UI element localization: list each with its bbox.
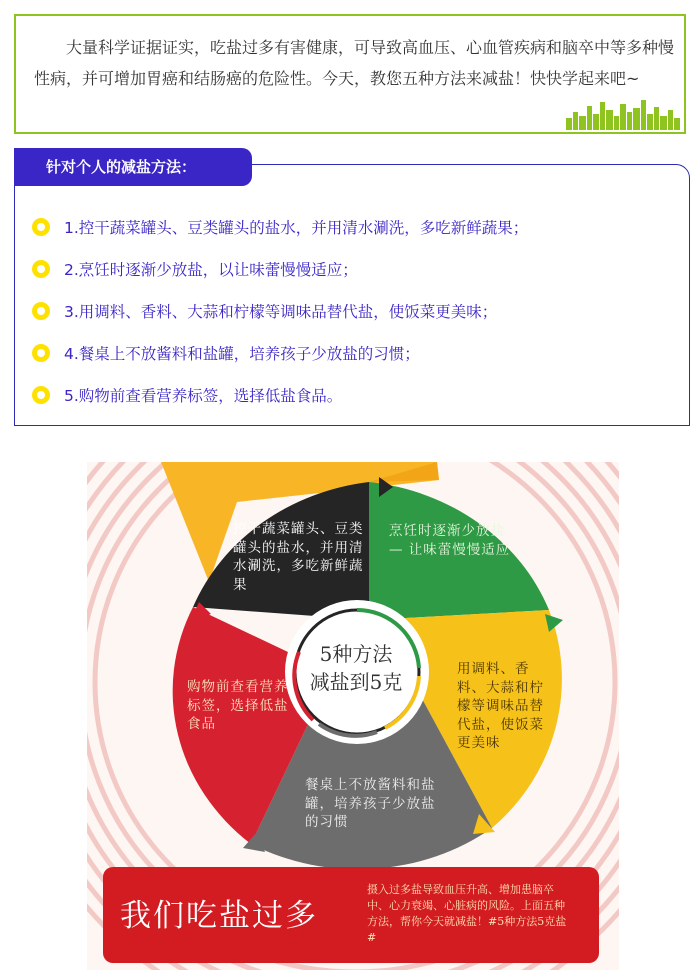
tips-title: 针对个人的减盐方法： xyxy=(14,148,252,186)
city-skyline-icon xyxy=(564,98,682,130)
tip-text: 2.烹饪时逐渐少放盐，以让味蕾慢慢适应； xyxy=(64,261,358,279)
salt-reduction-poster xyxy=(87,462,619,970)
segment-green-text: 烹饪时逐渐少放盐 — 让味蕾慢慢适应 xyxy=(389,523,511,558)
tip-text: 1.控干蔬菜罐头、豆类罐头的盐水，并用清水涮洗，多吃新鲜蔬果； xyxy=(64,219,529,237)
segment-gray-text: 餐桌上不放酱料和盐罐，培养孩子少放盐的习惯 xyxy=(305,777,436,830)
banner-title: 我们吃盐过多 xyxy=(120,898,318,934)
bullet-icon xyxy=(32,386,50,404)
center-line-1: 5种方法 xyxy=(319,642,393,666)
segment-red-text: 购物前查看营养标签，选择低盐食品 xyxy=(187,679,289,732)
segment-yellow-text: 用调料、香料、大蒜和柠檬等调味品替代盐，使饭菜更美味 xyxy=(457,661,544,751)
bullet-icon xyxy=(32,344,50,362)
list-item xyxy=(32,383,342,407)
banner-note: 摄入过多盐导致血压升高、增加患脑卒中、心力衰竭、心脏病的风险。上面五种方法，帮你今天就减盐！#5种方法5克盐# xyxy=(367,883,567,944)
tip-text: 3.用调料、香料、大蒜和柠檬等调味品替代盐，使饭菜更美味； xyxy=(64,303,498,321)
bullet-icon xyxy=(32,260,50,278)
tip-text: 4.餐桌上不放酱料和盐罐，培养孩子少放盐的习惯； xyxy=(64,345,420,363)
intro-box xyxy=(14,14,686,134)
list-item xyxy=(32,299,497,323)
poster-center-title xyxy=(297,640,415,696)
center-line-2: 减盐到5克 xyxy=(309,670,403,694)
list-item xyxy=(32,341,420,365)
intro-text: 大量科学证据证实，吃盐过多有害健康，可导致高血压、心血管疾病和脑卒中等多种慢性病，并可增加胃癌和结肠癌的危险性。今天，教您五种方法来减盐！快快学起来吧~ xyxy=(34,38,675,88)
list-item xyxy=(32,257,358,281)
bullet-icon xyxy=(32,218,50,236)
segment-black-text: 控干蔬菜罐头、豆类罐头的盐水，并用清水涮洗，多吃新鲜蔬果 xyxy=(233,521,364,593)
list-item xyxy=(32,215,528,239)
tip-text: 5.购物前查看营养标签，选择低盐食品。 xyxy=(64,387,343,405)
bullet-icon xyxy=(32,302,50,320)
